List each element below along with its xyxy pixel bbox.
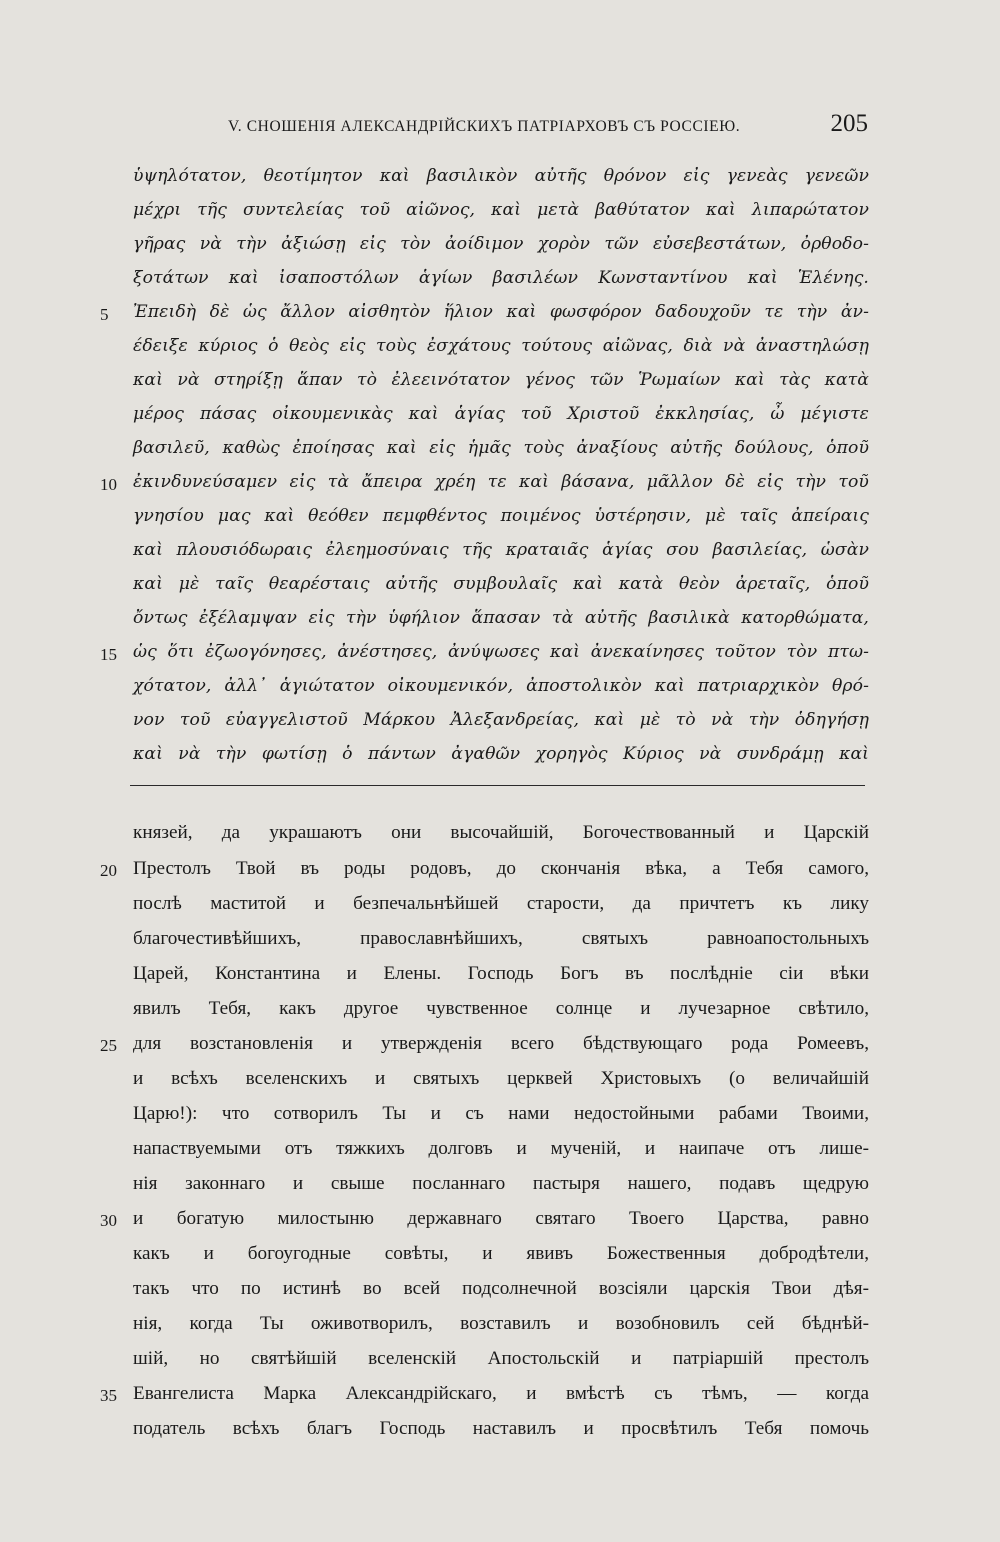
greek-line: γῆρας νὰ τὴν ἀξιώσῃ εἰς τὸν ἀοίδιμον χορὸν τῶν εὐσεβεστάτων, ὀρθοδο-: [133, 234, 869, 254]
line-number: 10: [100, 475, 117, 494]
greek-line: ὑψηλότατον, θεοτίμητον καὶ βασιλικὸν αὐτῆς θρόνον εἰς γενεὰς γενεῶν: [133, 166, 869, 186]
greek-line: ξοτάτων καὶ ἰσαποστόλων ἁγίων βασιλέων Κωνσταντίνου καὶ Ἑλένης.: [133, 268, 869, 288]
line-number: 5: [100, 305, 109, 324]
greek-line: καὶ μὲ ταῖς θεαρέσταις αὐτῆς συμβουλαῖς καὶ κατὰ θεὸν ἀρεταῖς, ὁποῦ: [133, 574, 869, 594]
greek-line: καὶ πλουσιόδωραις ἐλεημοσύναις τῆς κραταιᾶς ἁγίας σου βασιλείας, ὡσὰν: [133, 540, 869, 560]
russian-line: послѣ маститой и безпечальнѣйшей старости, да причтетъ къ лику: [133, 893, 869, 914]
greek-line: καὶ νὰ τὴν φωτίσῃ ὁ πάντων ἀγαθῶν χορηγὸς Κύριος νὰ συνδράμῃ καὶ: [133, 744, 869, 764]
greek-line: Ἐπειδὴ δὲ ὡς ἄλλον αἰσθητὸν ἥλιον καὶ φωσφόρον δαδουχοῦν τε τὴν ἀν-: [133, 302, 869, 322]
line-number: 35: [100, 1386, 117, 1405]
russian-line: какъ и богоугодные совѣты, и явивъ Божественныя добродѣтели,: [133, 1243, 869, 1264]
russian-line: Царей, Константина и Елены. Господь Богъ въ послѣдніе сіи вѣки: [133, 963, 869, 984]
greek-line: ὄντως ἐξέλαμψαν εἰς τὴν ὑφήλιον ἅπασαν τὰ αὐτῆς βασιλικὰ κατορθώματα,: [133, 608, 869, 628]
greek-line: έδειξε κύριος ὁ θεὸς εἰς τοὺς ἐσχάτους τούτους αἰῶνας, διὰ νὰ ἀναστηλώσῃ: [133, 336, 869, 356]
russian-line: Престолъ Твой въ роды родовъ, до скончанія вѣка, а Тебя самого,: [133, 858, 869, 879]
russian-line: шій, но святѣйшій вселенскій Апостольскій и патріаршій престолъ: [133, 1348, 869, 1369]
russian-line: Царю!): что сотворилъ Ты и съ нами недостойными рабами Твоими,: [133, 1103, 869, 1124]
greek-line: νον τοῦ εὐαγγελιστοῦ Μάρκου Ἀλεξανδρείας, καὶ μὲ τὸ νὰ τὴν ὁδηγήσῃ: [133, 710, 869, 730]
running-title: V. СНОШЕНІЯ АЛЕКСАНДРІЙСКИХЪ ПАТРІАРХОВЪ СЪ РОССІЕЮ.: [228, 118, 741, 135]
greek-line: ὡς ὅτι ἐζωογόνησες, ἀνέστησες, ἀνύψωσες καὶ ἀνεκαίνησες τοῦτον τὸν πτω-: [133, 642, 869, 662]
line-number: 30: [100, 1211, 117, 1230]
russian-line: и всѣхъ вселенскихъ и святыхъ церквей Христовыхъ (о величайшій: [133, 1068, 869, 1089]
greek-line: καὶ νὰ στηρίξῃ ἅπαν τὸ ἐλεεινότατον γένος τῶν Ῥωμαίων καὶ τὰς κατὰ: [133, 370, 869, 390]
greek-line: χότατον, ἀλλ᾽ ἁγιώτατον οἰκουμενικόν, ἀποστολικὸν καὶ πατριαρχικὸν θρό-: [133, 676, 869, 696]
russian-line: податель всѣхъ благъ Господь наставилъ и просвѣтилъ Тебя помочь: [133, 1418, 869, 1439]
russian-line: нія, когда Ты оживотворилъ, возставилъ и возобновилъ сей бѣднѣй-: [133, 1313, 869, 1334]
russian-line: напаствуемыми отъ тяжкихъ долговъ и мученій, и наипаче отъ лише-: [133, 1138, 869, 1159]
greek-line: μέρος πάσας οἰκουμενικὰς καὶ ἁγίας τοῦ Χριστοῦ ἐκκλησίας, ὦ μέγιστε: [133, 404, 869, 424]
line-number: 25: [100, 1036, 117, 1055]
greek-line: γνησίου μας καὶ θεόθεν πεμφθέντος ποιμένος ὑστέρησιν, μὲ ταῖς ἀπείραις: [133, 506, 869, 526]
russian-line: и богатую милостыню державнаго святаго Твоего Царства, равно: [133, 1208, 869, 1229]
running-head: [228, 110, 868, 140]
russian-line: князей, да украшаютъ они высочайшій, Богочествованный и Царскій: [133, 822, 869, 843]
section-divider: [130, 785, 865, 786]
line-number: 20: [100, 861, 117, 880]
greek-line: μέχρι τῆς συντελείας τοῦ αἰῶνος, καὶ μετὰ βαθύτατον καὶ λιπαρώτατον: [133, 200, 869, 220]
russian-line: Евангелиста Марка Александрійскаго, и вмѣстѣ съ тѣмъ, — когда: [133, 1383, 869, 1404]
russian-line: явилъ Тебя, какъ другое чувственное солнце и лучезарное свѣтило,: [133, 998, 869, 1019]
page-number: 205: [830, 110, 868, 137]
russian-line: нія законнаго и свыше посланнаго пастыря нашего, подавъ щедрую: [133, 1173, 869, 1194]
greek-line: ἐκινδυνεύσαμεν εἰς τὰ ἄπειρα χρέη τε καὶ βάσανα, μᾶλλον δὲ εἰς τὴν τοῦ: [133, 472, 869, 492]
greek-line: βασιλεῦ, καθὼς ἐποίησας καὶ εἰς ἡμᾶς τοὺς ἀναξίους αὐτῆς δούλους, ὁποῦ: [133, 438, 869, 458]
russian-line: для возстановленія и утвержденія всего бѣдствующаго рода Ромеевъ,: [133, 1033, 869, 1054]
line-number: 15: [100, 645, 117, 664]
russian-line: такъ что по истинѣ во всей подсолнечной возсіяли царскія Твои дѣя-: [133, 1278, 869, 1299]
russian-line: благочестивѣйшихъ, православнѣйшихъ, святыхъ равноапостольныхъ: [133, 928, 869, 949]
